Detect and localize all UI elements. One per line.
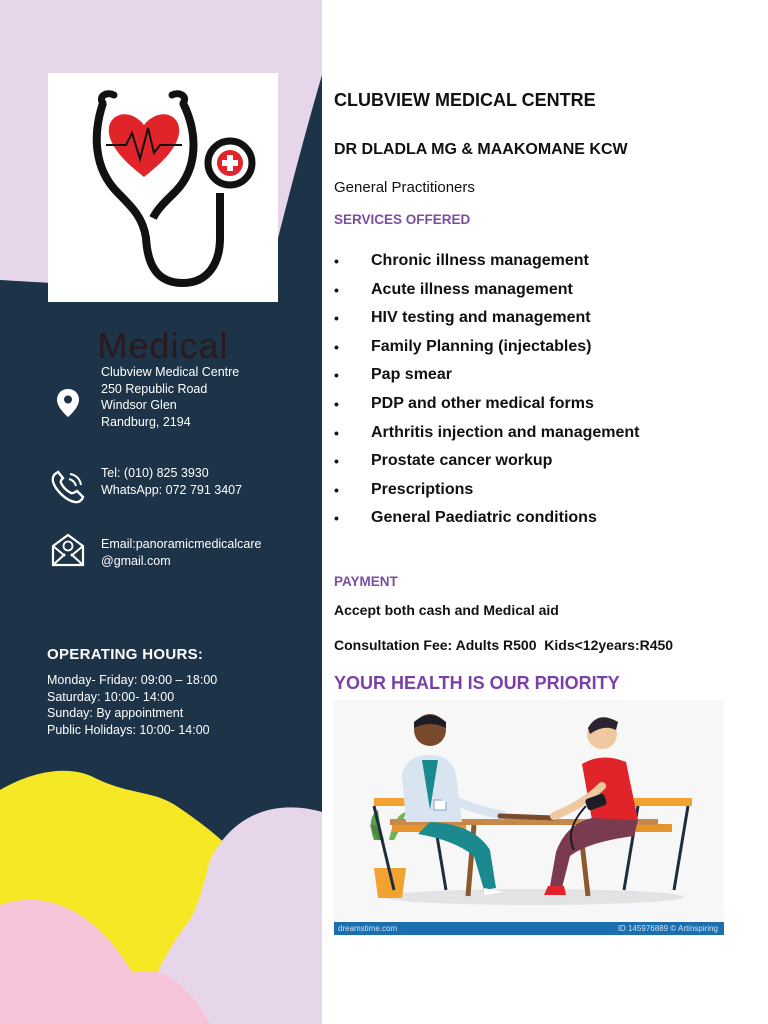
list-item: • HIV testing and management <box>334 309 591 327</box>
illustration-watermark-bar <box>334 922 724 935</box>
doctors-names: DR DLADLA MG & MAAKOMANE KCW <box>334 141 628 158</box>
sidebar <box>0 0 322 1024</box>
consultation-fees: Consultation Fee: Adults R500 Kids<12years:R450 <box>334 637 674 653</box>
slogan: YOUR HEALTH IS OUR PRIORITY <box>334 673 620 693</box>
location-pin-icon <box>56 388 80 418</box>
list-item: • Prescriptions <box>334 480 474 498</box>
clinic-name: CLUBVIEW MEDICAL CENTRE <box>334 90 596 110</box>
list-item: • Family Planning (injectables) <box>334 337 592 355</box>
list-item: • Chronic illness management <box>334 252 589 269</box>
list-item: • Acute illness management <box>334 280 573 298</box>
phone-block: Tel: (010) 825 3930 WhatsApp: 072 791 3407 <box>101 466 243 497</box>
operating-hours-title: OPERATING HOURS: <box>47 646 204 663</box>
specialty: General Practitioners <box>334 179 475 196</box>
phone-icon <box>50 470 86 504</box>
services-heading: SERVICES OFFERED <box>334 212 471 227</box>
watermark-right: ID 145976889 © Artinspiring <box>617 924 718 933</box>
services-list <box>334 250 639 536</box>
email-block: Email:panoramicmedicalcare @gmail.com <box>101 537 262 568</box>
operating-hours-list: Monday- Friday: 09:00 – 18:00 Saturday: 10:00- 14:00 Sunday: By appointment Public Holidays: 10:00- 14:00 <box>47 673 218 737</box>
watermark-left: dreamstime.com <box>338 924 398 933</box>
payment-methods: Accept both cash and Medical aid <box>334 602 559 618</box>
doctor-patient-consultation-illustration <box>334 700 724 936</box>
email-icon <box>50 532 86 568</box>
list-item: • Arthritis injection and management <box>334 423 640 441</box>
list-item: • Prostate cancer workup <box>334 452 553 470</box>
address-block: Clubview Medical Centre 250 Republic Road Windsor Glen Randburg, 2194 <box>101 365 240 429</box>
logo-wordmark: Medical <box>97 325 229 366</box>
list-item: • General Paediatric conditions <box>334 509 597 527</box>
stethoscope-heart-icon <box>48 73 278 302</box>
list-item: • PDP and other medical forms <box>334 394 594 412</box>
logo <box>48 73 278 366</box>
list-item: • Pap smear <box>334 366 452 384</box>
payment-heading: PAYMENT <box>334 574 398 589</box>
